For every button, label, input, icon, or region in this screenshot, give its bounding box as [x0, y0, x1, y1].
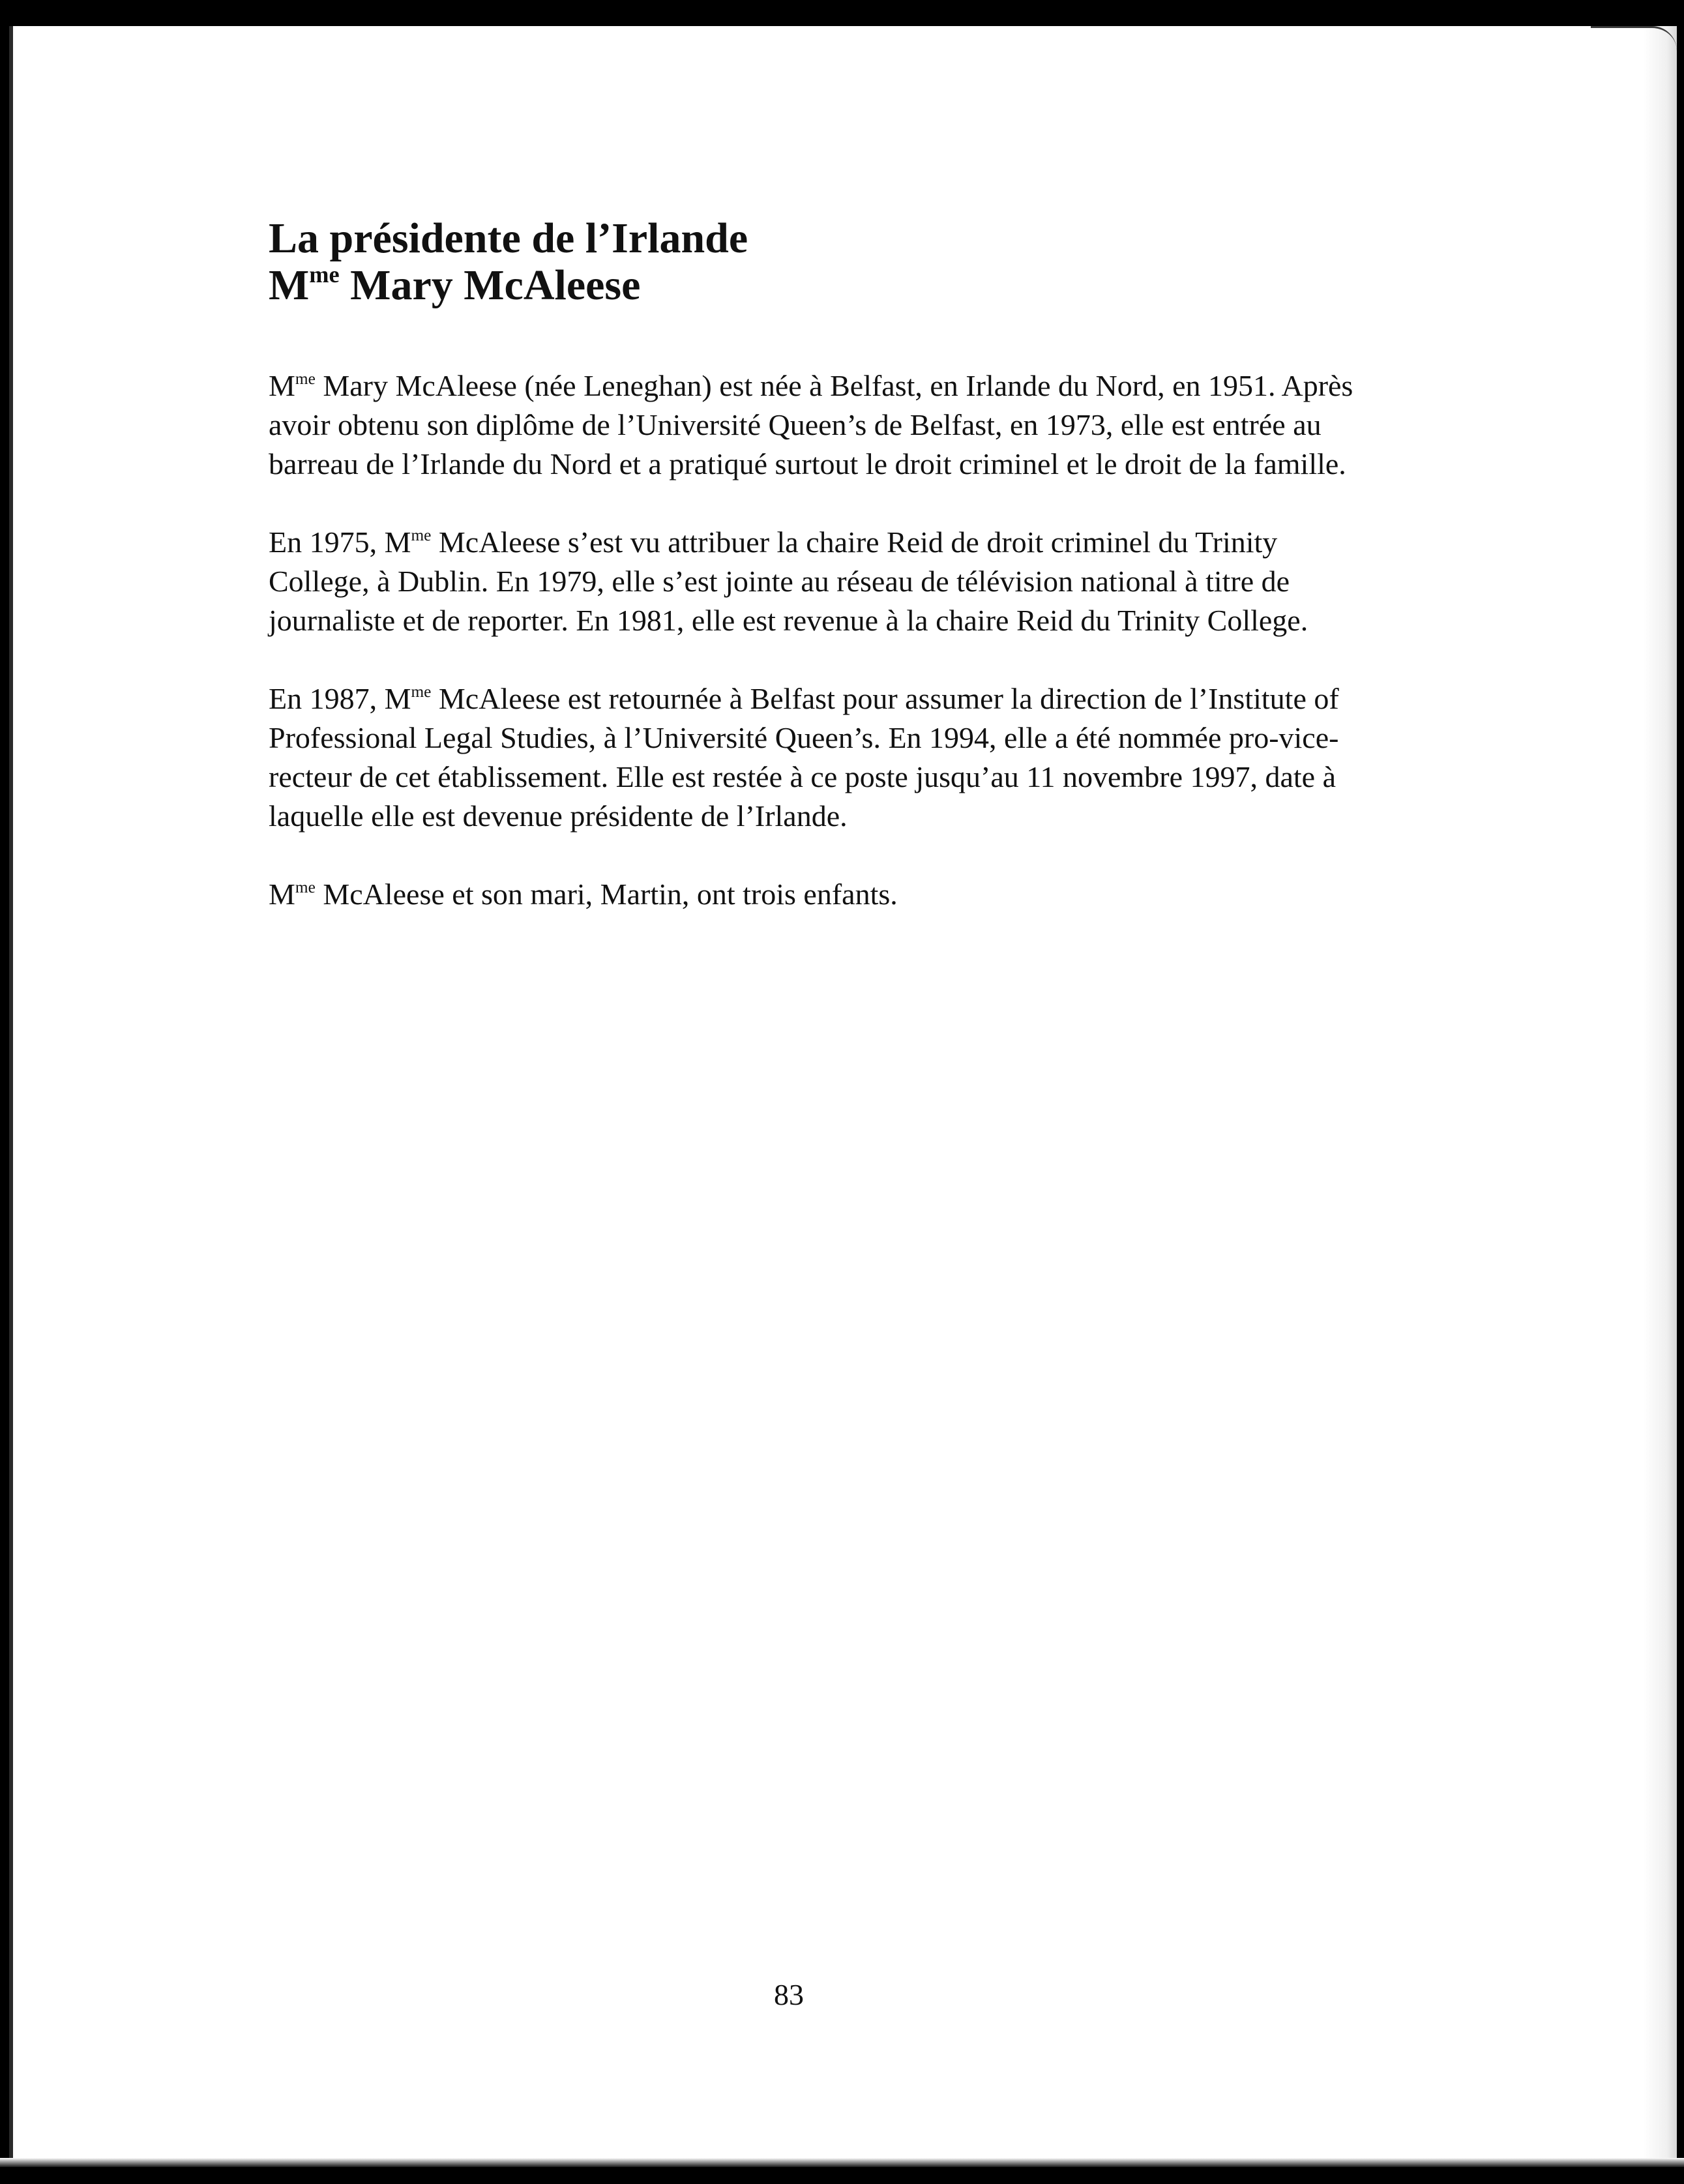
- document-title: [269, 215, 1377, 309]
- title-honorific-sup: me: [309, 261, 340, 288]
- scan-bottom-fade: [0, 2158, 1684, 2167]
- paragraph-4-prefix: M: [269, 878, 295, 911]
- paragraph-2-prefix: En 1975, M: [269, 525, 411, 559]
- scan-border-left-shadow: [9, 26, 13, 2184]
- paragraph-3: [269, 679, 1377, 836]
- scan-border-top: [0, 0, 1684, 26]
- scan-border-left: [0, 0, 9, 2184]
- scan-border-right: [1677, 0, 1684, 2184]
- paragraph-4-sup: me: [295, 878, 316, 896]
- scan-page-edge-shadow: [1643, 26, 1677, 2167]
- title-line-1: La présidente de l’Irlande: [269, 214, 748, 262]
- title-line-2: [269, 261, 640, 309]
- paragraph-3-sup: me: [411, 682, 432, 701]
- page-number: 83: [774, 1978, 804, 2011]
- scan-border-bottom: [0, 2167, 1684, 2184]
- paragraph-2-sup: me: [411, 525, 432, 544]
- paragraph-2: [269, 523, 1377, 640]
- paragraph-1: [269, 366, 1377, 484]
- document-body: [269, 215, 1377, 914]
- paragraph-3-text: McAleese est retournée à Belfast pour assumer la direction de l’Institute of Professional Legal Studies, à l’Université Queen’s. En 1994, elle a été nommée pro-vice-recteur de cet établissement. Elle est restée à ce poste jusqu’au 11 novembre 1997, date à laquelle elle est devenue présidente de l’Irlande.: [269, 682, 1339, 833]
- title-honorific: M: [269, 261, 310, 309]
- paragraph-1-text: Mary McAleese (née Leneghan) est née à Belfast, en Irlande du Nord, en 1951. Après avoir obtenu son diplôme de l’Université Queen’s de Belfast, en 1973, elle est entrée au barreau de l’Irlande du Nord et a pratiqué surtout le droit criminel et le droit de la famille.: [269, 369, 1353, 480]
- paragraph-4-text: McAleese et son mari, Martin, ont trois enfants.: [315, 878, 898, 911]
- paragraph-1-prefix: M: [269, 369, 295, 402]
- title-name: Mary McAleese: [339, 261, 641, 309]
- paragraph-1-sup: me: [295, 369, 316, 388]
- paragraph-3-prefix: En 1987, M: [269, 682, 411, 715]
- paragraph-2-text: McAleese s’est vu attribuer la chaire Reid de droit criminel du Trinity College, à Dublin. En 1979, elle s’est jointe au réseau de télévision national à titre de journaliste et de reporter. En 1981, elle est revenue à la chaire Reid du Trinity College.: [269, 525, 1308, 637]
- paragraph-4: [269, 875, 1377, 914]
- page-corner-curl: [1591, 26, 1677, 51]
